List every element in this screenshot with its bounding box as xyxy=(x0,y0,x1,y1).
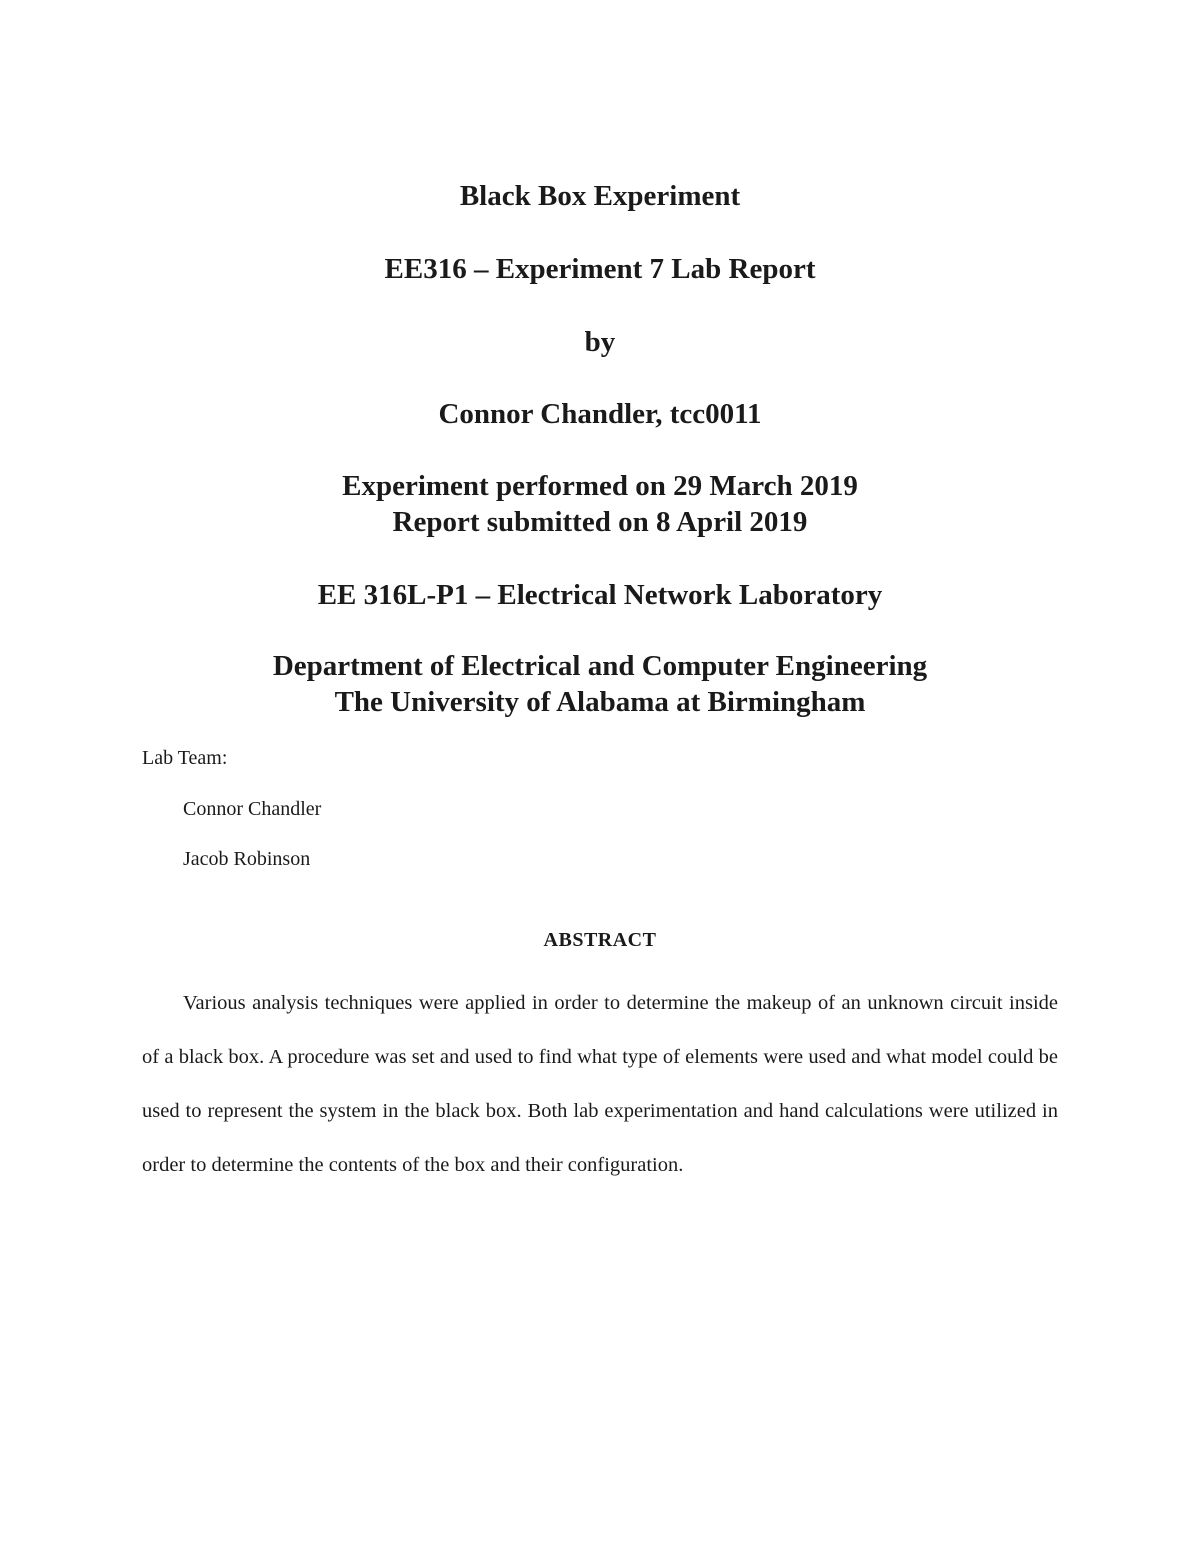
performed-date-line: Experiment performed on 29 March 2019 xyxy=(342,470,858,502)
course-line: EE316 – Experiment 7 Lab Report xyxy=(384,253,816,285)
report-title: Black Box Experiment xyxy=(459,180,741,212)
abstract-heading: ABSTRACT xyxy=(543,929,657,951)
university-line: The University of Alabama at Birmingham xyxy=(334,686,866,718)
abstract-body: Various analysis techniques were applied in order to determine the makeup of an unknown circuit inside of a black box. A procedure was set and used to find what type of elements were used and what model could be used to represent the system in the black box. Both lab experimentation and hand calculations were utilized in order to determine the contents of the box and their configuration. xyxy=(142,992,1058,1176)
by-label: by xyxy=(584,326,616,358)
author-line: Connor Chandler, tcc0011 xyxy=(438,398,762,430)
submitted-date-line: Report submitted on 8 April 2019 xyxy=(392,506,808,538)
team-member: Connor Chandler xyxy=(183,798,322,820)
team-member: Jacob Robinson xyxy=(183,848,311,870)
lab-team-label: Lab Team: xyxy=(142,747,228,769)
lab-course-line: EE 316L-P1 – Electrical Network Laboratory xyxy=(317,579,883,611)
department-line: Department of Electrical and Computer Engineering xyxy=(272,650,928,682)
